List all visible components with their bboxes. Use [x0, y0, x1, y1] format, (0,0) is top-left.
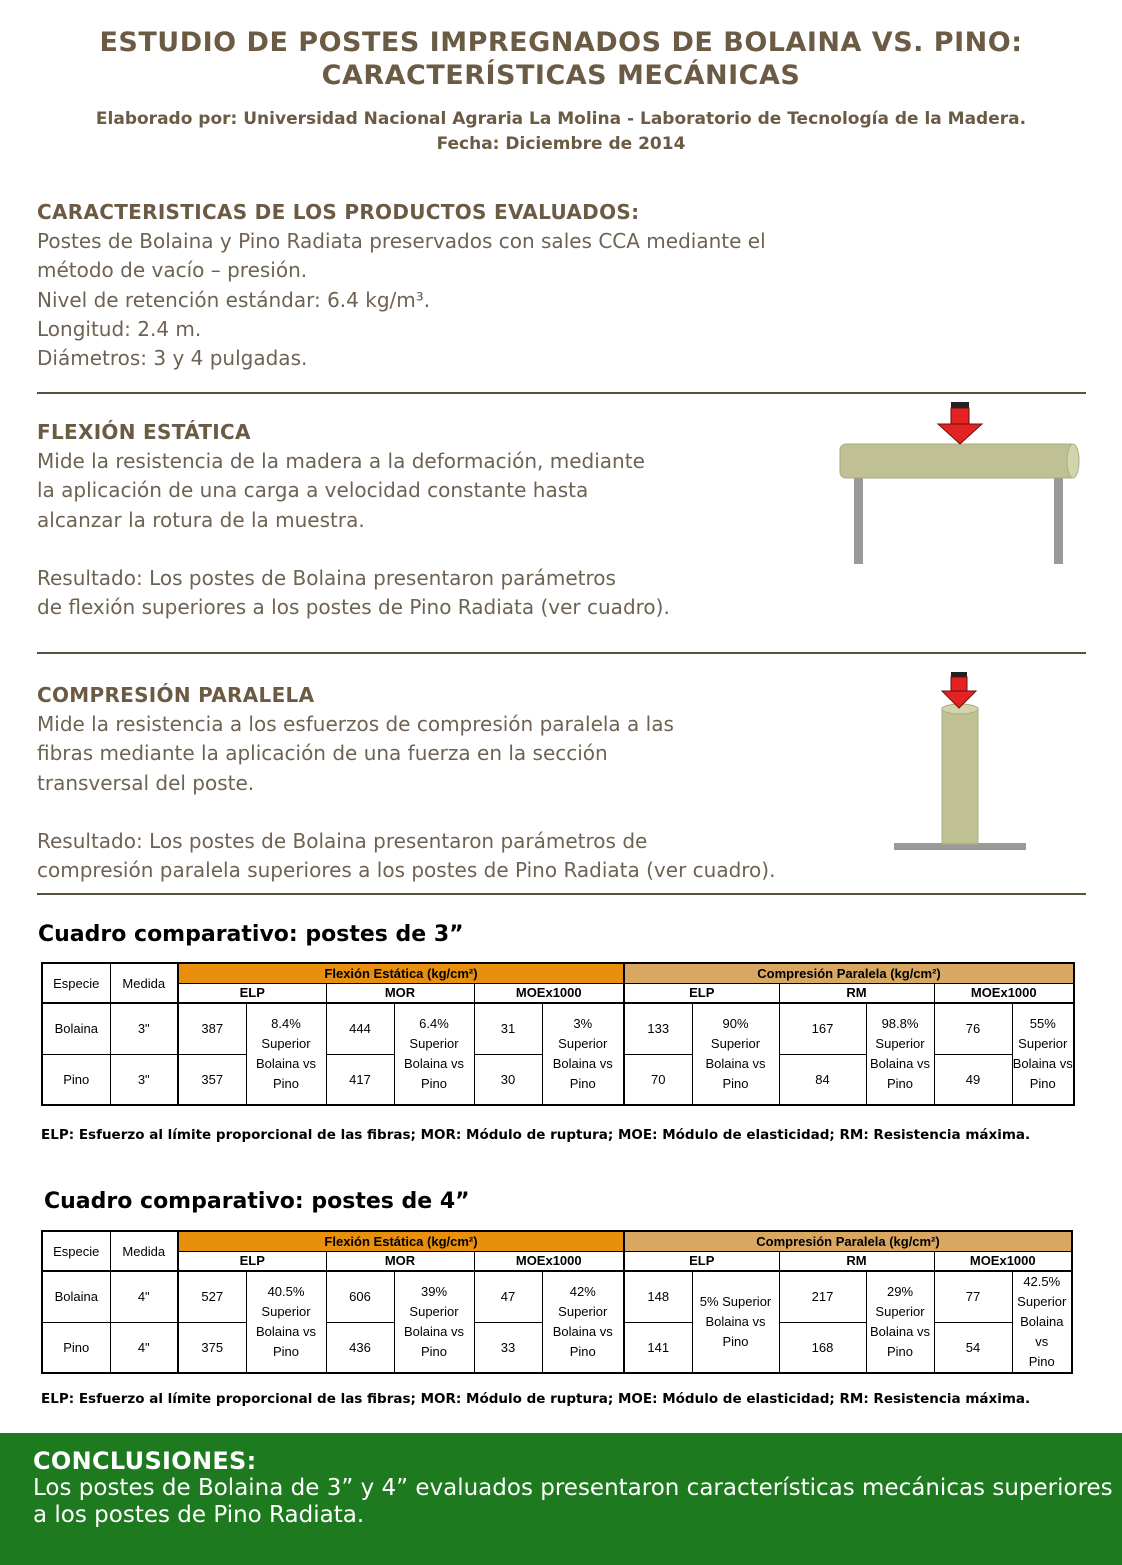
cell-value: 527	[178, 1271, 246, 1322]
subheader-row	[42, 1251, 1072, 1271]
cell-value: 49	[934, 1054, 1012, 1105]
cell-value: 133	[624, 1003, 692, 1054]
metric-header: MOEx1000	[474, 1251, 624, 1271]
subheader-row	[42, 983, 1074, 1003]
cell-value: 148	[624, 1271, 692, 1322]
cell-percentage: 98.8% Superior Bolaina vs Pino	[866, 1003, 934, 1105]
table-title: Cuadro comparativo: postes de 3”	[38, 922, 464, 947]
cell-value: 76	[934, 1003, 1012, 1054]
cell-percentage: 40.5% Superior Bolaina vs Pino	[246, 1271, 326, 1373]
cell-value: 417	[326, 1054, 394, 1105]
cell-value: 30	[474, 1054, 542, 1105]
group-header-flexion: Flexión Estática (kg/cm²)	[178, 963, 624, 983]
cell-medida: 3"	[110, 1054, 178, 1105]
horizontal-post	[840, 444, 1076, 478]
support-leg-right	[1054, 476, 1063, 564]
section-heading: COMPRESIÓN PARALELA	[37, 683, 315, 707]
cell-value: 167	[779, 1003, 866, 1054]
section-body: Mide la resistencia a los esfuerzos de compresión paralela a las fibras mediante la aplicación de una fuerza en la sección transversal del poste.	[37, 712, 674, 795]
cell-percentage: 5% Superior Bolaina vs Pino	[692, 1271, 779, 1373]
group-header-compresion: Compresión Paralela (kg/cm²)	[624, 963, 1074, 983]
page-title	[0, 26, 1122, 92]
conclusion-heading: CONCLUSIONES:	[33, 1447, 257, 1475]
section-flexion	[37, 418, 670, 622]
table-note: ELP: Esfuerzo al límite proporcional de las fibras; MOR: Módulo de ruptura; MOE: Módulo de elasticidad; RM: Resistencia máxima.	[41, 1391, 1031, 1407]
support-leg-left	[854, 476, 863, 564]
table-row	[42, 1271, 1072, 1322]
cell-percentage: 6.4% Superior Bolaina vs Pino	[394, 1003, 474, 1105]
metric-header: ELP	[624, 1251, 779, 1271]
cell-value: 606	[326, 1271, 394, 1322]
cell-value: 436	[326, 1322, 394, 1373]
cell-value: 33	[474, 1322, 542, 1373]
section-result: Resultado: Los postes de Bolaina presentaron parámetros de flexión superiores a los postes de Pino Radiata (ver cuadro).	[37, 565, 670, 620]
group-header-compresion: Compresión Paralela (kg/cm²)	[624, 1231, 1072, 1251]
section-body: Postes de Bolaina y Pino Radiata preservados con sales CCA mediante el método de vacío – presión. Nivel de retención estándar: 6.4 kg/m³. Longitud: 2.4 m. Diámetros: 3 y 4 pulgadas.	[37, 229, 766, 371]
cell-medida: 4"	[110, 1271, 178, 1322]
cell-percentage: 42% Superior Bolaina vs Pino	[542, 1271, 624, 1373]
metric-header: MOEx1000	[474, 983, 624, 1003]
cell-especie: Pino	[42, 1054, 110, 1105]
group-header-flexion: Flexión Estática (kg/cm²)	[178, 1231, 624, 1251]
section-body: Mide la resistencia de la madera a la deformación, mediante la aplicación de una carga a velocidad constante hasta alcanzar la rotura de la muestra.	[37, 449, 645, 532]
cell-value: 77	[934, 1271, 1012, 1322]
table-note: ELP: Esfuerzo al límite proporcional de las fibras; MOR: Módulo de ruptura; MOE: Módulo de elasticidad; RM: Resistencia máxima.	[41, 1127, 1031, 1143]
metric-header: MOR	[326, 1251, 474, 1271]
section-heading: FLEXIÓN ESTÁTICA	[37, 420, 251, 444]
comparison-table-3in	[41, 962, 1075, 1106]
cell-percentage: 29% Superior Bolaina vs Pino	[866, 1271, 934, 1373]
header-row	[42, 963, 1074, 983]
divider	[37, 893, 1086, 895]
cell-percentage: 39% Superior Bolaina vs Pino	[394, 1271, 474, 1373]
cell-value: 84	[779, 1054, 866, 1105]
cell-percentage: 90% Superior Bolaina vs Pino	[692, 1003, 779, 1105]
cell-percentage: 3% Superior Bolaina vs Pino	[542, 1003, 624, 1105]
metric-header: ELP	[178, 1251, 326, 1271]
cell-percentage: 55% Superior Bolaina vs Pino	[1012, 1003, 1074, 1105]
cell-value: 47	[474, 1271, 542, 1322]
conclusion-body: Los postes de Bolaina de 3” y 4” evaluados presentaron características mecánicas superiores a los postes de Pino Radiata.	[33, 1475, 1113, 1528]
col-header-especie: Especie	[42, 963, 110, 1003]
flexion-diagram	[830, 398, 1090, 568]
cell-percentage: 42.5% Superior Bolaina vs Pino	[1012, 1271, 1072, 1373]
section-caracteristicas	[37, 198, 766, 373]
cell-value: 141	[624, 1322, 692, 1373]
metric-header: ELP	[624, 983, 779, 1003]
comparison-table-4in	[41, 1230, 1073, 1374]
cell-medida: 4"	[110, 1322, 178, 1373]
compresion-diagram	[890, 668, 1030, 853]
cell-medida: 3"	[110, 1003, 178, 1054]
vertical-post	[942, 708, 978, 844]
subtitle	[0, 107, 1122, 157]
cell-value: 217	[779, 1271, 866, 1322]
cell-value: 387	[178, 1003, 246, 1054]
cell-especie: Bolaina	[42, 1271, 110, 1322]
cell-value: 357	[178, 1054, 246, 1105]
metric-header: RM	[779, 983, 934, 1003]
cell-value: 54	[934, 1322, 1012, 1373]
metric-header: MOR	[326, 983, 474, 1003]
header-row	[42, 1231, 1072, 1251]
metric-header: ELP	[178, 983, 326, 1003]
col-header-especie: Especie	[42, 1231, 110, 1271]
load-arrow-icon	[938, 402, 982, 444]
post-end	[1067, 444, 1079, 478]
author-line: Elaborado por: Universidad Nacional Agraria La Molina - Laboratorio de Tecnología de la Madera.	[95, 109, 1027, 129]
load-arrow-icon	[942, 672, 976, 708]
cell-value: 375	[178, 1322, 246, 1373]
section-compresion	[37, 681, 775, 885]
col-header-medida: Medida	[110, 1231, 178, 1271]
metric-header: MOEx1000	[934, 1251, 1072, 1271]
cell-value: 70	[624, 1054, 692, 1105]
cell-especie: Pino	[42, 1322, 110, 1373]
metric-header: MOEx1000	[934, 983, 1074, 1003]
section-result: Resultado: Los postes de Bolaina presentaron parámetros de compresión paralela superiores a los postes de Pino Radiata (ver cuadro).	[37, 828, 776, 883]
title-line-1: ESTUDIO DE POSTES IMPREGNADOS DE BOLAINA VS. PINO:	[99, 27, 1023, 58]
cell-percentage: 8.4% Superior Bolaina vs Pino	[246, 1003, 326, 1105]
conclusion-banner	[0, 1433, 1122, 1565]
cell-value: 444	[326, 1003, 394, 1054]
table-row	[42, 1003, 1074, 1054]
divider	[37, 652, 1086, 654]
date-line: Fecha: Diciembre de 2014	[436, 134, 686, 154]
cell-value: 168	[779, 1322, 866, 1373]
cell-especie: Bolaina	[42, 1003, 110, 1054]
section-heading: CARACTERISTICAS DE LOS PRODUCTOS EVALUADOS:	[37, 200, 640, 224]
table-title: Cuadro comparativo: postes de 4”	[44, 1189, 470, 1214]
cell-value: 31	[474, 1003, 542, 1054]
title-line-2: CARACTERÍSTICAS MECÁNICAS	[321, 60, 801, 91]
divider	[37, 392, 1086, 394]
metric-header: RM	[779, 1251, 934, 1271]
col-header-medida: Medida	[110, 963, 178, 1003]
